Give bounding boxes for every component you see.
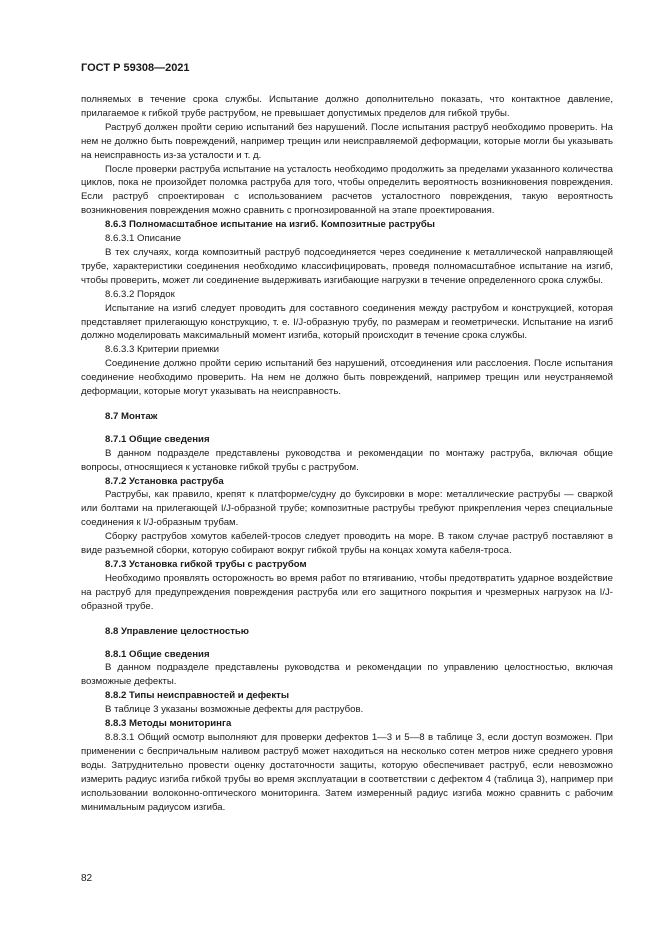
paragraph: Сборку раструбов хомутов кабелей-тросов следует проводить на море. В таком случае раструб поставляют в виде разъемной сборки, которую собирают вокруг гибкой трубы на концах хомута кабеля-троса. xyxy=(81,531,613,557)
paragraph: полняемых в течение срока службы. Испытание должно дополнительно показать, что контактное давление, прилагаемое к гибкой трубе раструбом, не превышает допустимых пределов для гибкой трубы. xyxy=(81,94,613,119)
section-heading-8-7-3: 8.7.3 Установка гибкой трубы с раструбом xyxy=(105,559,307,570)
section-heading-8-7: 8.7 Монтаж xyxy=(105,410,158,422)
paragraph: В тех случаях, когда композитный раструб подсоединяется через соединение к металлической направляющей трубе, характеристики соединения необходимо классифицировать, проведя полномасштабное испытание на изгиб, чтобы проверить, может ли соединение выдерживать изгибающие нагрузки в течение определенного срока службы. xyxy=(81,246,613,286)
section-heading-8-8-1: 8.8.1 Общие сведения xyxy=(105,648,210,660)
section-heading-8-8-3: 8.8.3 Методы мониторинга xyxy=(105,718,232,730)
page-body xyxy=(81,93,613,814)
section-heading-8-6-3: 8.6.3 Полномасштабное испытание на изгиб. Композитные раструбы xyxy=(105,219,435,231)
section-heading-8-7-2: 8.7.2 Установка раструба xyxy=(105,475,224,487)
paragraph: Необходимо проявлять осторожность во время работ по втягиванию, чтобы предотвратить ударное воздействие на раструб для предупреждения повреждения раструба или его защитного покрытия и чрезмерных нагрузок на I/J-образной трубе. xyxy=(81,572,613,612)
standard-header: ГОСТ Р 59308—2021 xyxy=(81,62,190,74)
paragraph: 8.8.3.1 Общий осмотр выполняют для проверки дефектов 1—3 и 5—8 в таблице 3, если доступ возможен. При применении с беспричальным наливом раструб может находиться на несколько сотен метров ниже среднего уровня воды. Затруднительно провести оценку достаточности защиты, которую обеспечивает раструб, если невозможно измерить радиус изгиба гибкой трубы во время эксплуатации в соответствии с дефектом 4 (таблица 3), например при использовании волоконно-оптического мониторинга. Затем измеренный радиус изгиба можно сравнить с рабочим минимальным радиусом изгиба. xyxy=(81,731,613,813)
section-heading-8-8: 8.8 Управление целостностью xyxy=(105,625,249,637)
paragraph: В данном подразделе представлены руководства и рекомендации по монтажу раструба, включая общие вопросы, относящиеся к установке гибкой трубы с раструбом. xyxy=(81,447,613,473)
page-number: 82 xyxy=(81,873,93,884)
subsection-title: 8.6.3.1 Описание xyxy=(105,233,182,245)
paragraph: В таблице 3 указаны возможные дефекты для раструбов. xyxy=(105,704,364,716)
section-heading-8-8-2: 8.8.2 Типы неисправностей и дефекты xyxy=(105,690,290,702)
paragraph: После проверки раструба испытание на усталость необходимо продолжить за пределами указанного количества циклов, пока не произойдет поломка раструба для того, чтобы определить вероятность возникновения повреждения. Если раструб спроектирован с использованием расчетов усталостного повреждения, такую вероятность возникновения повреждения можно сравнить с прогнозированной на этапе проектирования. xyxy=(81,163,613,217)
paragraph: Испытание на изгиб следует проводить для составного соединения между раструбом и конструкцией, которая представляет прилегающую конструкцию, т. е. I/J-образную трубу, по размерам и геометрически. Испытание на изгиб должно моделировать максимальный момент изгиба, который происходит в течение срока службы. xyxy=(81,302,613,342)
paragraph: В данном подразделе представлены руководства и рекомендации по управлению целостностью, включая возможные дефекты. xyxy=(81,662,613,688)
paragraph: Соединение должно пройти серию испытаний без нарушений, отсоединения или расслоения. После испытания соединение необходимо проверить. На нем не должно быть повреждений, например трещин или неустраняемой деформации, которые могут указывать на неисправность. xyxy=(81,358,613,398)
paragraph: Раструб должен пройти серию испытаний без нарушений. После испытания раструб необходимо проверить. На нем не должно быть повреждений, например трещин или неисправляемой деформации, которые могли бы указывать на неисправность из-за усталости и т. д. xyxy=(81,121,613,161)
section-heading-8-7-1: 8.7.1 Общие сведения xyxy=(105,433,210,445)
paragraph: Раструбы, как правило, крепят к платформе/судну до буксировки в море: металлические раструбы — сваркой или болтами на прилегающей I/J-образной трубе; композитные раструбы требуют прикрепления через специальные соединения к I/J-образным трубам. xyxy=(81,489,613,529)
subsection-title: 8.6.3.2 Порядок xyxy=(105,288,175,300)
subsection-title: 8.6.3.3 Критерии приемки xyxy=(105,344,220,356)
